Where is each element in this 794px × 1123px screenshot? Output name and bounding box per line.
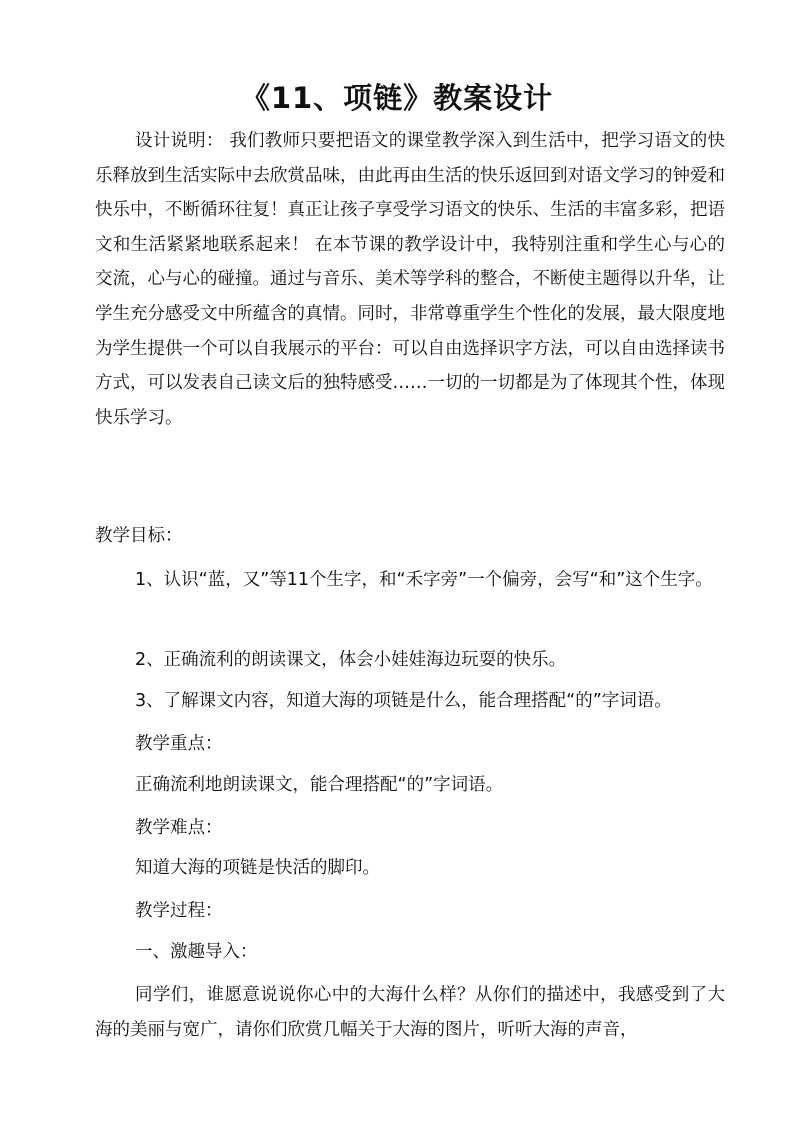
document-title: 《11、项链》教案设计: [240, 81, 554, 115]
difficulty-text: 知道大海的项链是快活的脚印。: [135, 858, 380, 878]
step1-text: 同学们，谁愿意说说你心中的大海什么样？从你们的描述中，我感受到了大海的美丽与宽广，请你们欣赏几幅关于大海的图片，听听大海的声音，: [95, 985, 725, 1040]
goal-item-3: 3、了解课文内容，知道大海的项链是什么，能合理搭配“的”字词语。: [135, 691, 672, 711]
goal-item-1: 1、认识“蓝，又”等11个生字，和“禾字旁”一个偏旁，会写“和”这个生字。: [135, 570, 713, 590]
goal-item-2: 2、正确流利的朗读课文，体会小娃娃海边玩耍的快乐。: [135, 650, 567, 670]
process-heading: 教学过程：: [135, 901, 223, 921]
teaching-goals-heading: 教学目标：: [95, 526, 183, 546]
key-point-text: 正确流利地朗读课文，能合理搭配“的”字词语。: [135, 775, 504, 795]
design-description-paragraph: 设计说明： 我们教师只要把语文的课堂教学深入到生活中，把学习语文的快乐释放到生活实际中去欣赏品味，由此再由生活的快乐返回到对语文学习的钟爱和快乐中，不断循环往复！真正让孩子享受学习语文的快乐、生活的丰富多彩，把语文和生活紧紧地联系起来！ 在本节课的教学设计中，我特别注重和学生心与心的交流，心与心的碰撞。通过与音乐、美术等学科的整合，不断使主题得以升华，让学生充分感受文中所蕴含的真情。同时，非常尊重学生个性化的发展，最大限度地为学生提供一个可以自我展示的平台：可以自由选择识字方法，可以自由选择读书方式，可以发表自己读文后的独特感受……一切的一切都是为了体现其个性，体现快乐学习。: [95, 131, 725, 428]
difficulty-heading: 教学难点：: [135, 818, 223, 838]
key-point-heading: 教学重点：: [135, 734, 223, 754]
step1-heading: 一、激趣导入：: [135, 942, 258, 962]
